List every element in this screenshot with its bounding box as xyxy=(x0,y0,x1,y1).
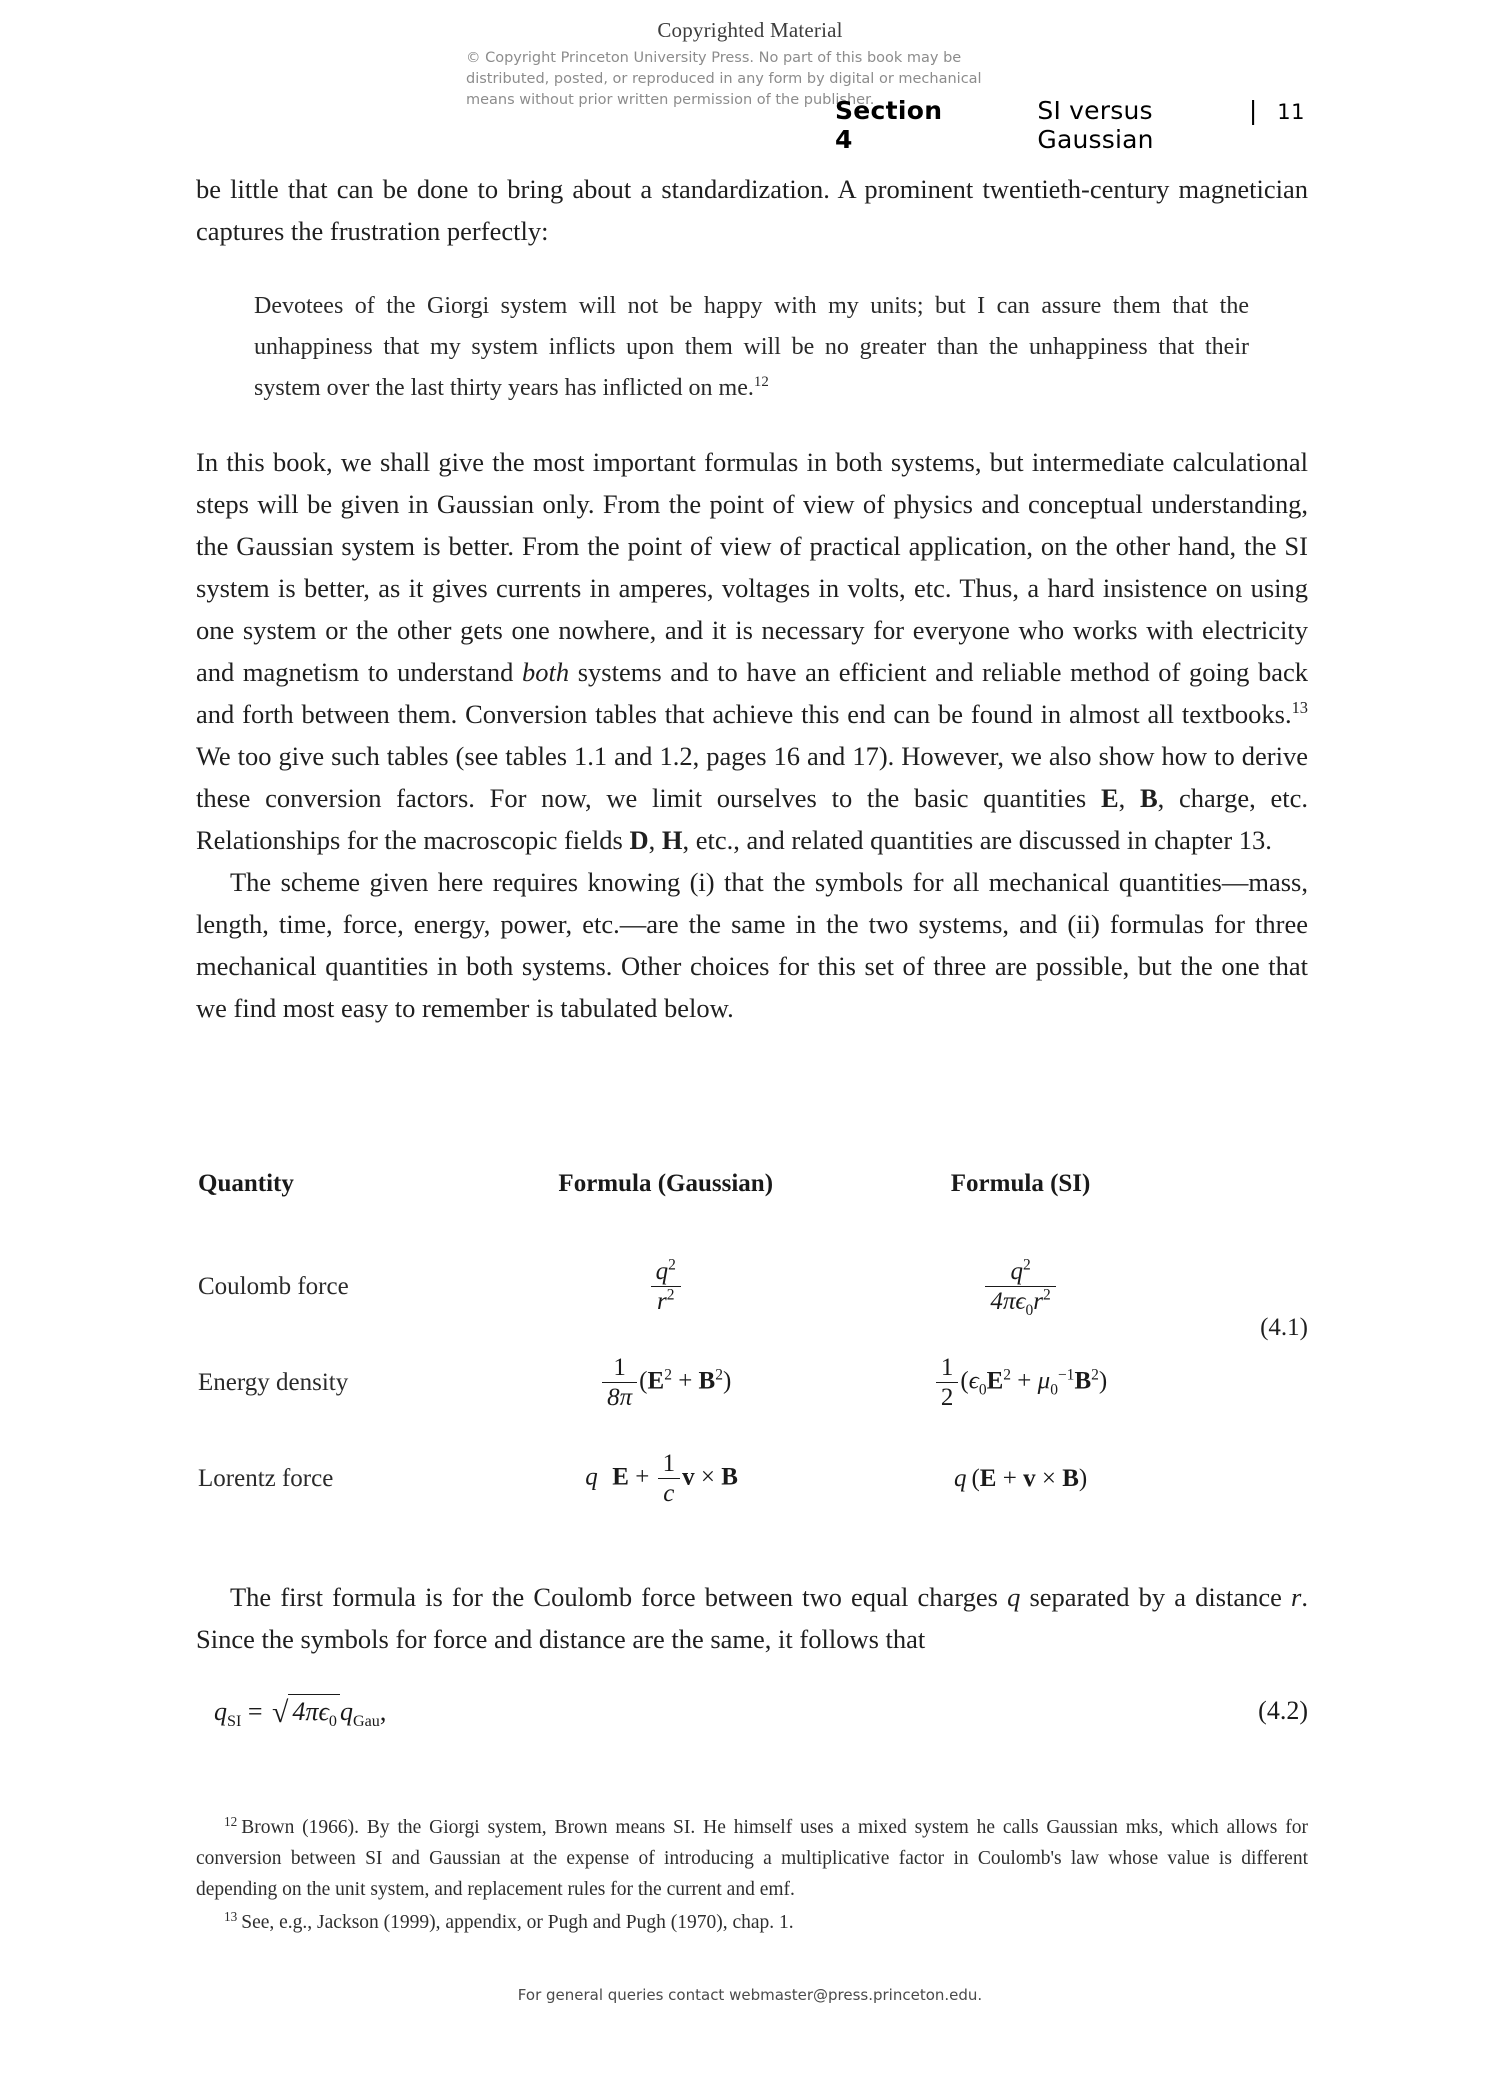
para2-comma-2: , xyxy=(648,825,662,855)
paren-open: ( xyxy=(597,1463,607,1491)
exponent: 2 xyxy=(666,1286,675,1304)
fraction-numerator xyxy=(985,1258,1055,1286)
exponent: 2 xyxy=(1022,1256,1031,1274)
vector-E: E xyxy=(979,1465,997,1492)
paren-open: ( xyxy=(639,1367,648,1395)
exponent: 2 xyxy=(1042,1286,1051,1304)
formula-table-head xyxy=(198,1170,1198,1244)
fraction-numerator xyxy=(651,1258,681,1286)
equation-number-4-1: (4.1) xyxy=(1260,1314,1308,1341)
operator-plus: + xyxy=(635,1463,650,1491)
paragraph-four xyxy=(196,1576,1308,1660)
paren-open: ( xyxy=(971,1465,980,1492)
paren-close: ) xyxy=(722,1367,732,1395)
equation-4-2-expression xyxy=(214,1694,386,1730)
fraction-numerator: 1 xyxy=(940,1354,954,1381)
exponent: 2 xyxy=(715,1366,723,1384)
subscript-SI: SI xyxy=(227,1713,242,1731)
formula-gaussian-energy-density xyxy=(488,1340,843,1436)
vector-B: B xyxy=(1062,1465,1079,1492)
var-q-gaussian: q xyxy=(339,1697,353,1726)
header-si: Formula (SI) xyxy=(950,1170,1091,1197)
subscript-zero: 0 xyxy=(978,1381,987,1399)
trailing-comma: , xyxy=(379,1697,387,1726)
exponent: 2 xyxy=(668,1256,676,1274)
radicand xyxy=(288,1694,340,1731)
fraction-denominator xyxy=(651,1286,681,1316)
vector-B: B xyxy=(721,1463,738,1491)
blockquote-text: Devotees of the Giorgi system will not be happy with my units; but I can assure them that the unhappiness that my system inflicts upon them will be no greater than the unhappiness that their system over the last thirty years has inflicted on me. xyxy=(254,293,1249,401)
exponent: 2 xyxy=(1091,1366,1099,1384)
vector-E: E xyxy=(612,1463,629,1491)
var-q-inline: q xyxy=(1007,1582,1021,1612)
table-row xyxy=(198,1340,1198,1436)
formula-si-lorentz xyxy=(843,1436,1198,1532)
vector-E: E xyxy=(986,1367,1004,1395)
subscript-Gau: Gau xyxy=(352,1713,380,1731)
para2-part-d: , charge, etc. Relationships for the macroscopic fields xyxy=(196,783,1308,855)
var-q: q xyxy=(585,1463,598,1491)
row-quantity-lorentz: Lorentz force xyxy=(198,1465,334,1492)
const-4pi: 4π xyxy=(292,1697,319,1726)
var-epsilon: ϵ xyxy=(968,1367,979,1395)
exponent: 2 xyxy=(664,1366,672,1384)
watermark-line-2: distributed, posted, or reproduced in any form by digital or mechanical xyxy=(466,71,982,88)
operator-cross: × xyxy=(1041,1465,1056,1492)
running-head-section: Section 4 xyxy=(835,96,943,154)
vector-B: B xyxy=(698,1367,716,1395)
para2-comma-1: , xyxy=(1118,783,1140,813)
fraction-denominator xyxy=(985,1286,1055,1319)
var-q: q xyxy=(655,1258,669,1285)
vector-v: v xyxy=(1023,1465,1036,1492)
fraction-denominator: 2 xyxy=(936,1382,959,1412)
footnote-12-mark: 12 xyxy=(224,1813,238,1829)
fraction xyxy=(658,1450,681,1508)
equation-number-4-2: (4.2) xyxy=(1258,1696,1308,1725)
footnote-13-mark: 13 xyxy=(224,1908,238,1924)
page-number: 11 xyxy=(1277,100,1305,124)
footnotes xyxy=(196,1812,1308,1938)
page-content-lower xyxy=(196,1576,1308,1660)
paragraph-three: The scheme given here requires knowing (i) that the symbols for all mechanical quantities—mass, length, time, force, energy, power, etc.—are the same in the two systems, and (ii) formulas for three mechanical quantities in both systems. Other choices for this set of three are possible, but the one that we find most easy to remember is tabulated below. xyxy=(196,867,1308,1023)
row-quantity-coulomb: Coulomb force xyxy=(198,1273,349,1300)
formula-table-body xyxy=(198,1244,1198,1532)
formula-si-energy-density xyxy=(843,1340,1198,1436)
subscript-zero: 0 xyxy=(328,1713,337,1731)
fraction-numerator: 1 xyxy=(613,1354,626,1381)
exponent: 2 xyxy=(1003,1366,1012,1384)
formula-table-block xyxy=(196,1170,1308,1532)
table-row xyxy=(198,1436,1198,1532)
var-r: r xyxy=(656,1288,667,1315)
formula-si-coulomb xyxy=(843,1244,1198,1340)
table-header-row xyxy=(198,1170,1198,1244)
paren-close: ) xyxy=(1078,1465,1088,1492)
subscript-zero: 0 xyxy=(1025,1302,1034,1319)
operator-plus: + xyxy=(1002,1465,1017,1492)
var-q: q xyxy=(214,1697,227,1726)
watermark-line-1: © Copyright Princeton University Press. No part of this book may be xyxy=(466,50,962,66)
footnote-13-text: See, e.g., Jackson (1999), appendix, or Pugh and Pugh (1970), chap. 1. xyxy=(241,1912,794,1933)
header-quantity: Quantity xyxy=(198,1170,294,1197)
header-gaussian: Formula (Gaussian) xyxy=(558,1170,774,1197)
bottom-query-notice: For general queries contact webmaster@press.princeton.edu. xyxy=(517,1986,983,2004)
symbol-E: E xyxy=(1100,783,1119,813)
var-mu: μ xyxy=(1037,1367,1051,1395)
fraction xyxy=(985,1256,1055,1319)
para4-part-c: . Since the symbols for force and distance are the same, it follows that xyxy=(196,1582,1308,1654)
para2-part-e: , etc., and related quantities are discussed in chapter 13. xyxy=(682,825,1272,855)
fraction-numerator: 1 xyxy=(662,1450,676,1477)
fraction xyxy=(936,1354,959,1412)
square-root xyxy=(269,1694,340,1730)
operator-plus: + xyxy=(678,1367,693,1395)
para2-italic-both: both xyxy=(521,657,570,687)
page-content xyxy=(196,168,1308,1029)
operator-equals: = xyxy=(247,1697,263,1726)
paren-close: ) xyxy=(1098,1367,1108,1395)
watermark-line-3: means without prior written permission of the publisher. xyxy=(466,92,875,109)
vector-E: E xyxy=(647,1367,665,1395)
exponent-minus-one: −1 xyxy=(1057,1366,1075,1384)
var-q: q xyxy=(1010,1258,1023,1285)
paren-open: ( xyxy=(960,1367,969,1395)
fraction xyxy=(651,1258,681,1316)
symbol-H: H xyxy=(661,825,683,855)
vector-B: B xyxy=(1074,1367,1092,1395)
radical-sign: √ xyxy=(272,1696,289,1729)
formula-gaussian-coulomb xyxy=(488,1244,843,1340)
paragraph-two xyxy=(196,441,1308,861)
running-head-separator: | xyxy=(1248,96,1258,125)
symbol-D: D xyxy=(629,825,649,855)
var-q: q xyxy=(953,1465,967,1492)
footnote-12-text: Brown (1966). By the Giorgi system, Brown means SI. He himself uses a mixed system he calls Gaussian mks, which allows for conversion between SI and Gaussian at the expense of introducing a multiplicative factor in Coulomb's law whose value is different depending on the unit system, and replacement rules for the current and emf. xyxy=(196,1817,1308,1900)
formula-table xyxy=(198,1170,1198,1532)
subscript-zero: 0 xyxy=(1050,1381,1058,1399)
blockquote-giorgi xyxy=(254,286,1249,409)
para2-part-a: In this book, we shall give the most important formulas in both systems, but intermediate calculational steps will be given in Gaussian only. From the point of view of physics and conceptual understanding, the Gaussian system is better. From the point of view of practical application, on the other hand, the SI system is better, as it gives currents in amperes, voltages in volts, etc. Thus, a hard insistence on using one system or the other gets one nowhere, and it is necessary for everyone who works with electricity and magnetism to understand xyxy=(196,447,1308,687)
footnote-13 xyxy=(196,1907,1308,1938)
para2-part-b: systems and to have an efficient and reliable method of going back and forth between them. Conversion tables that achieve this end can be found in almost all textbooks. xyxy=(196,657,1309,729)
watermark-title: Copyrighted Material xyxy=(657,18,843,42)
var-epsilon: ϵ xyxy=(318,1697,329,1726)
footnote-ref-13[interactable]: 13 xyxy=(1291,698,1308,718)
row-quantity-energy-density: Energy density xyxy=(198,1369,349,1396)
paren-close: ) xyxy=(737,1463,747,1491)
table-row xyxy=(198,1244,1198,1340)
vector-v: v xyxy=(682,1463,695,1491)
footnote-12 xyxy=(196,1812,1308,1905)
paragraph-continued: be little that can be done to bring about a standardization. A prominent twentieth-century magnetician captures the frustration perfectly: xyxy=(196,174,1308,246)
fraction-denominator: c xyxy=(658,1478,681,1508)
var-r: r xyxy=(1033,1288,1043,1315)
para4-part-b: separated by a distance xyxy=(1020,1582,1292,1612)
para4-part-a: The first formula is for the Coulomb force between two equal charges xyxy=(230,1582,1008,1612)
var-epsilon: ϵ xyxy=(1015,1288,1026,1315)
formula-gaussian-lorentz xyxy=(488,1436,843,1532)
running-head-title: SI versus Gaussian xyxy=(1037,96,1154,154)
fraction-denominator: 8π xyxy=(602,1382,637,1412)
para2-part-c: We too give such tables (see tables 1.1 and 1.2, pages 16 and 17). However, we also show how to derive these conversion factors. For now, we limit ourselves to the basic quantities xyxy=(196,741,1308,813)
operator-cross: × xyxy=(700,1463,715,1491)
running-head xyxy=(195,96,1305,154)
var-r-inline: r xyxy=(1291,1582,1302,1612)
fraction xyxy=(602,1354,637,1412)
symbol-B: B xyxy=(1139,783,1158,813)
footnote-ref-12[interactable]: 12 xyxy=(753,374,769,390)
const-4pi: 4π xyxy=(990,1288,1016,1315)
operator-plus: + xyxy=(1017,1367,1032,1395)
